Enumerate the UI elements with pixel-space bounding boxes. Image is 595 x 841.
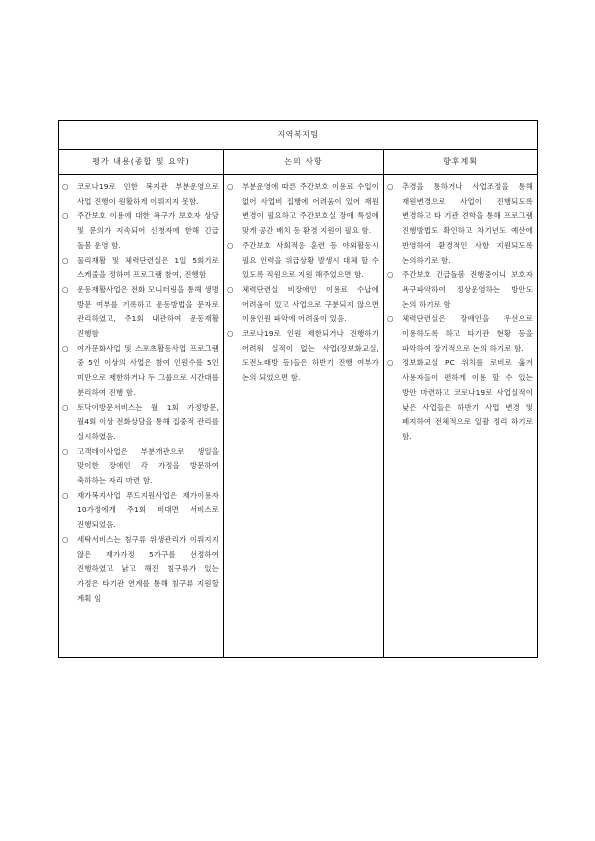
evaluation-column <box>59 175 223 657</box>
circle-bullet-icon: ○ <box>62 490 69 500</box>
list-item-text: 정보화교실 PC 위치를 로비로 옮겨 사용자들이 편하게 이용 할 수 있는 방안 마련하고 코로나19로 사업실적이 낮은 사업들은 하반기 사업 변경 및 폐지하여 전체적으로 일괄 정리 하기로 함. <box>402 358 533 441</box>
list-item <box>62 283 219 342</box>
list-item-text: 주간보호 긴급돌봄 진행중이니 보호자 욕구파악하여 정상운영하는 방안도 논의 하기로 함 <box>402 270 533 309</box>
circle-bullet-icon: ○ <box>62 284 69 294</box>
circle-bullet-icon: ○ <box>387 270 394 280</box>
circle-bullet-icon: ○ <box>62 446 69 456</box>
list-item-text: 고객데이사업은 부분개관으로 생일을 맞이한 장애인 각 가정을 방문하여 축하하는 자리 마련 함. <box>77 446 219 486</box>
list-item-text: 여가문화사업 및 스포츠활동사업 프로그램 중 5인 이상의 사업은 참여 인원수를 5인 미만으로 제한하거나 두 그룹으로 시간대를 분리하여 진행 함. <box>77 343 219 397</box>
circle-bullet-icon: ○ <box>62 343 69 353</box>
list-item <box>227 180 379 239</box>
list-item-text: 물리재활 및 체력단련실은 1일 5회기로 스케줄을 정하여 프로그램 참여, 진행함 <box>77 255 219 280</box>
list-item <box>387 356 533 444</box>
circle-bullet-icon: ○ <box>62 182 69 191</box>
circle-bullet-icon: ○ <box>387 358 394 368</box>
list-item-text: 코로나19로 인원 제한되거나 진행하기 어려워 실적이 없는 사업(장보화교실, 도전노래방 등)들은 하반기 진행 여부가 논의 되었으면 함. <box>242 329 379 383</box>
list-item <box>62 180 219 209</box>
list-item-text: 부분운영에 따른 주간보호 이용료 수입이 없어 사업비 집행에 어려움이 있어 재원 변경이 필요하고 주간보호실 장애 특성에 맞게 공간 배치 등 환경 지원이 필요 함. <box>242 182 379 236</box>
circle-bullet-icon: ○ <box>62 534 69 544</box>
list-item <box>62 209 219 253</box>
list-item <box>62 342 219 401</box>
list-item-text: 체력단련실 비장애인 이용료 수납에 어려움이 있고 사업으로 구분되지 않으면 이용인원 파악에 어려움이 있음. <box>242 284 379 324</box>
list-item-text: 세탁서비스는 침구류 위생관리가 이뤄지지 않은 재가가정 5가구를 선정하여 진행하였고 낡고 해진 침구류가 있는 가정은 타기관 연계를 통해 침구류 지원할 계획 임 <box>77 534 219 603</box>
header-discussion: 논의 사항 <box>223 150 383 174</box>
header-evaluation: 평가 내용(종합 및 요약) <box>92 157 190 166</box>
list-item-text: 체력단련실은 장애인을 우선으로 이용하도록 하고 타기관 현황 등을 파악하여 장기적으로 논의 하기로 함. <box>402 314 533 353</box>
discussion-column <box>223 175 383 657</box>
circle-bullet-icon: ○ <box>62 211 69 221</box>
list-item-text: 운동재활사업은 전화 모니터링을 통해 생명 방문 여부를 기록하고 운동방법을 문자로 관리하였고, 주1회 내관하여 운동재활 진행함 <box>77 284 219 339</box>
list-item <box>227 283 379 327</box>
list-item <box>62 401 219 445</box>
list-item-text: 코로나19로 인한 복지관 부분운영으로 사업 진행이 원활하게 이뤄지지 못함. <box>77 182 219 206</box>
header-plan: 향후계획 <box>383 150 537 174</box>
list-item-text: 주간보호 이용에 대한 욕구가 보호자 상당 및 문의가 지속되어 신청자에 한해 긴급 돌봄 운영 함. <box>77 211 219 250</box>
circle-bullet-icon: ○ <box>387 182 394 191</box>
plan-column <box>383 175 537 657</box>
list-item <box>387 268 533 312</box>
circle-bullet-icon: ○ <box>227 240 234 250</box>
list-item <box>387 180 533 268</box>
list-item-text: 추경을 통하거나 사업조정을 통해 재원변경으로 사업이 진행되도록 변경하고 타 기관 견학을 통해 프로그램 진행방법도 확인하고 차기년도 예산에 반영하여 환경적인 사항 지원되도록 논의하기로 함. <box>402 182 533 265</box>
table-title: 지역복지팀 <box>59 121 537 150</box>
table-header-row <box>59 150 537 175</box>
list-item <box>227 327 379 386</box>
table-body-row <box>59 175 537 657</box>
circle-bullet-icon: ○ <box>227 329 234 339</box>
list-item <box>387 312 533 356</box>
circle-bullet-icon: ○ <box>387 314 394 324</box>
list-item-text: 토닥이방문서비스는 월 1회 가정방문, 월4회 이상 전화상담을 통해 집중적 관리를 실시하였음. <box>77 402 219 441</box>
list-item <box>62 489 219 533</box>
list-item <box>62 254 219 283</box>
list-item <box>227 239 379 283</box>
circle-bullet-icon: ○ <box>62 402 69 412</box>
circle-bullet-icon: ○ <box>62 255 69 265</box>
evaluation-table <box>58 120 538 658</box>
list-item <box>62 445 219 489</box>
list-item-text: 주간보호 사회적응 훈련 등 야외활동시 필요 인력을 위급상황 발생시 대체 할 수 있도록 직원으로 지원 해주었으면 함. <box>242 240 379 280</box>
circle-bullet-icon: ○ <box>227 284 234 294</box>
list-item-text: 재가복지사업 푸드지원사업은 재가이용자 10가정에게 주1회 비대면 서비스로 진행되었음. <box>77 490 219 530</box>
circle-bullet-icon: ○ <box>227 182 234 191</box>
list-item <box>62 533 219 607</box>
